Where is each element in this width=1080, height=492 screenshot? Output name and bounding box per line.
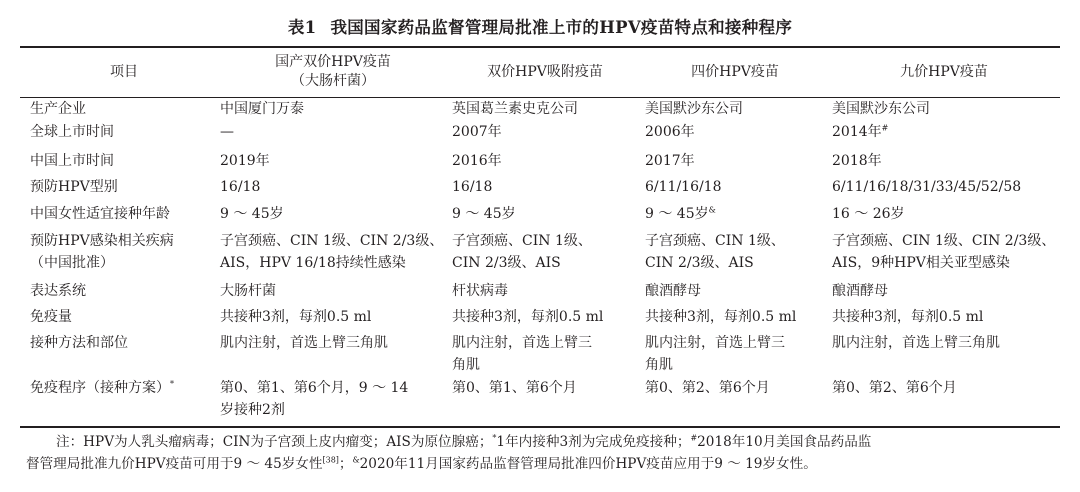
table-cell bbox=[645, 121, 695, 143]
cell-text-continued: 角肌 bbox=[645, 357, 673, 373]
cell-text-continued: CIN 2/3级、AIS bbox=[645, 255, 754, 271]
cell-text bbox=[832, 377, 957, 399]
row-label bbox=[30, 280, 86, 302]
table-title bbox=[0, 14, 1080, 38]
cell-text-main: 肌内注射，首选上臂三角肌 bbox=[220, 335, 388, 351]
row-label bbox=[30, 230, 174, 274]
cell-text-main: 肌内注射，首选上臂三 bbox=[645, 335, 785, 351]
row-label bbox=[30, 150, 114, 172]
cell-text bbox=[30, 203, 170, 225]
table-cell bbox=[452, 306, 603, 328]
footnote-marker: # bbox=[881, 123, 889, 133]
header-nonavalent: 九价HPV疫苗 bbox=[900, 63, 988, 80]
cell-text bbox=[452, 203, 516, 225]
cell-text-main: 子宫颈癌、CIN 1级、 bbox=[452, 233, 592, 249]
cell-text-main: 酿酒酵母 bbox=[832, 283, 888, 299]
cell-text-main: 9 ～ 45岁 bbox=[220, 206, 284, 222]
table-cell bbox=[220, 280, 276, 302]
cell-text bbox=[645, 150, 695, 172]
cell-text-main: 16/18 bbox=[220, 179, 261, 195]
cell-text bbox=[220, 306, 371, 328]
cell-text-main: 2007年 bbox=[452, 124, 502, 140]
cell-text bbox=[30, 280, 86, 302]
cell-text-continued: AIS，HPV 16/18持续性感染 bbox=[220, 255, 406, 271]
cell-text bbox=[645, 230, 785, 252]
table-cell bbox=[452, 280, 508, 302]
cell-text bbox=[645, 280, 701, 302]
table-cell bbox=[832, 280, 888, 302]
cell-text-main: 共接种3剂，每剂0.5 ml bbox=[452, 309, 604, 325]
table-cell bbox=[452, 230, 592, 274]
table-title-text: 我国国家药品监督管理局批准上市的HPV疫苗特点和接种程序 bbox=[330, 18, 793, 37]
cell-text-continued: 岁接种2剂 bbox=[220, 402, 285, 418]
cell-text-main: 美国默沙东公司 bbox=[645, 101, 743, 117]
cell-text bbox=[832, 176, 1021, 198]
cell-text bbox=[832, 280, 888, 302]
cell-text bbox=[30, 306, 72, 328]
cell-text-main: 第0、第2、第6个月 bbox=[645, 380, 770, 396]
citation-marker: [38] bbox=[322, 455, 339, 465]
cell-text bbox=[220, 332, 388, 354]
cell-text bbox=[220, 176, 260, 198]
cell-text-main: 中国女性适宜接种年龄 bbox=[30, 206, 170, 222]
cell-text-main: 共接种3剂，每剂0.5 ml bbox=[220, 309, 372, 325]
cell-text-main: — bbox=[220, 124, 234, 140]
note-marker: # bbox=[690, 433, 698, 443]
row-label bbox=[30, 377, 174, 399]
cell-text bbox=[30, 98, 86, 120]
cell-text bbox=[452, 377, 577, 399]
cell-text-continued: （中国批准） bbox=[30, 255, 114, 271]
cell-text bbox=[452, 332, 592, 354]
cell-text bbox=[30, 377, 174, 399]
cell-text-main: 预防HPV型别 bbox=[30, 179, 118, 195]
cell-text-main: 16/18 bbox=[452, 179, 493, 195]
table-cell bbox=[220, 98, 304, 120]
table-cell bbox=[220, 203, 284, 225]
table-note-line-2 bbox=[26, 453, 1060, 475]
cell-text-main: 2014年 bbox=[832, 124, 882, 140]
header-bivalent-adsorbed: 双价HPV吸附疫苗 bbox=[487, 63, 603, 80]
cell-text bbox=[220, 230, 443, 252]
cell-text-main: 16 ～ 26岁 bbox=[832, 206, 905, 222]
cell-text-main: 2017年 bbox=[645, 153, 695, 169]
cell-text bbox=[832, 150, 882, 172]
cell-text bbox=[220, 203, 284, 225]
table-top-rule bbox=[20, 46, 1060, 48]
table-number: 表1 bbox=[287, 18, 317, 37]
table-cell bbox=[832, 377, 957, 399]
cell-text bbox=[220, 98, 304, 120]
table-cell bbox=[220, 332, 388, 354]
cell-text-main: 9 ～ 45岁 bbox=[645, 206, 709, 222]
table-cell bbox=[832, 203, 905, 225]
table-cell bbox=[452, 377, 577, 399]
cell-text bbox=[832, 332, 1000, 354]
cell-text-main: 全球上市时间 bbox=[30, 124, 114, 140]
cell-text bbox=[220, 150, 270, 172]
cell-text-main: 接种方法和部位 bbox=[30, 335, 128, 351]
table-cell bbox=[645, 306, 796, 328]
cell-text-main: 中国上市时间 bbox=[30, 153, 114, 169]
note-text: 1年内接种3剂为完成免疫接种； bbox=[496, 434, 691, 450]
footnote-marker: & bbox=[708, 205, 716, 215]
cell-text-main: 9 ～ 45岁 bbox=[452, 206, 516, 222]
cell-text-continued: AIS，9种HPV相关亚型感染 bbox=[832, 255, 1010, 271]
cell-text-main: 2006年 bbox=[645, 124, 695, 140]
cell-text bbox=[832, 121, 888, 143]
table-cell bbox=[220, 306, 371, 328]
table-cell bbox=[832, 306, 983, 328]
cell-text bbox=[832, 306, 983, 328]
cell-text bbox=[30, 121, 114, 143]
note-text: 注：HPV为人乳头瘤病毒；CIN为子宫颈上皮内瘤变；AIS为原位腺癌； bbox=[56, 434, 493, 450]
cell-text bbox=[645, 377, 770, 399]
cell-text-main: 子宫颈癌、CIN 1级、CIN 2/3级、 bbox=[832, 233, 1056, 249]
cell-text-main: 6/11/16/18/31/33/45/52/58 bbox=[832, 179, 1022, 195]
cell-text bbox=[220, 121, 234, 143]
cell-text-main: 杆状病毒 bbox=[452, 283, 508, 299]
table-cell bbox=[645, 176, 722, 198]
table-cell bbox=[452, 176, 492, 198]
cell-text-main: 第0、第1、第6个月，9 ～ 14 bbox=[220, 380, 409, 396]
cell-text-main: 英国葛兰素史克公司 bbox=[452, 101, 578, 117]
cell-text bbox=[452, 280, 508, 302]
row-label bbox=[30, 306, 72, 328]
cell-text-main: 共接种3剂，每剂0.5 ml bbox=[645, 309, 797, 325]
table-cell bbox=[645, 150, 695, 172]
cell-text-main: 美国默沙东公司 bbox=[832, 101, 930, 117]
cell-text bbox=[832, 203, 905, 225]
table-cell bbox=[832, 121, 888, 143]
cell-text bbox=[645, 176, 722, 198]
cell-text bbox=[30, 332, 128, 354]
cell-text bbox=[645, 306, 796, 328]
cell-text bbox=[30, 150, 114, 172]
table-cell bbox=[452, 98, 578, 120]
cell-text-continued: CIN 2/3级、AIS bbox=[452, 255, 561, 271]
table-cell bbox=[832, 98, 930, 120]
row-label bbox=[30, 203, 170, 225]
table-cell bbox=[645, 203, 716, 225]
table-cell bbox=[452, 121, 502, 143]
cell-text-main: 2016年 bbox=[452, 153, 502, 169]
cell-text bbox=[220, 377, 408, 399]
footnote-marker: * bbox=[170, 379, 174, 389]
note-text: 督管理局批准九价HPV疫苗可用于9 ～ 45岁女性 bbox=[26, 456, 323, 472]
table-cell bbox=[645, 98, 743, 120]
cell-text-main: 2018年 bbox=[832, 153, 882, 169]
table-cell bbox=[452, 150, 502, 172]
table-cell bbox=[220, 377, 408, 421]
row-label bbox=[30, 121, 114, 143]
table-cell bbox=[645, 280, 701, 302]
note-text: 2020年11月国家药品监督管理局批准四价HPV疫苗应用于9 ～ 19岁女性。 bbox=[359, 456, 817, 472]
cell-text-main: 免疫程序（接种方案） bbox=[30, 380, 170, 396]
cell-text bbox=[452, 230, 592, 252]
note-text: 2018年10月美国食品药品监 bbox=[697, 434, 872, 450]
cell-text-main: 6/11/16/18 bbox=[645, 179, 722, 195]
cell-text-main: 共接种3剂，每剂0.5 ml bbox=[832, 309, 984, 325]
cell-text-main: 子宫颈癌、CIN 1级、 bbox=[645, 233, 785, 249]
cell-text bbox=[220, 280, 276, 302]
row-label bbox=[30, 176, 118, 198]
table-cell bbox=[452, 332, 592, 376]
table-cell bbox=[645, 377, 770, 399]
header-quadrivalent: 四价HPV疫苗 bbox=[691, 63, 779, 80]
cell-text-main: 预防HPV感染相关疾病 bbox=[30, 233, 174, 249]
table-cell bbox=[220, 176, 260, 198]
cell-text bbox=[832, 98, 930, 120]
cell-text bbox=[832, 230, 1055, 252]
table-cell bbox=[645, 332, 785, 376]
cell-text-main: 免疫量 bbox=[30, 309, 72, 325]
cell-text-main: 中国厦门万泰 bbox=[220, 101, 304, 117]
cell-text bbox=[645, 203, 716, 225]
table-cell bbox=[452, 203, 516, 225]
table-cell bbox=[220, 121, 234, 143]
cell-text-main: 表达系统 bbox=[30, 283, 86, 299]
table-note-line-1 bbox=[56, 431, 1080, 453]
table-cell bbox=[220, 150, 270, 172]
cell-text bbox=[30, 176, 118, 198]
cell-text bbox=[452, 121, 502, 143]
table-cell bbox=[832, 332, 1000, 354]
note-marker: * bbox=[492, 433, 497, 443]
table-cell bbox=[832, 176, 1021, 198]
cell-text bbox=[452, 176, 492, 198]
table-cell bbox=[832, 230, 1055, 274]
row-label bbox=[30, 332, 128, 354]
cell-text-main: 肌内注射，首选上臂三 bbox=[452, 335, 592, 351]
cell-text bbox=[645, 121, 695, 143]
cell-text-main: 酿酒酵母 bbox=[645, 283, 701, 299]
table-cell bbox=[220, 230, 443, 274]
cell-text bbox=[452, 306, 603, 328]
table-bottom-rule bbox=[20, 426, 1060, 428]
table-cell bbox=[645, 230, 785, 274]
cell-text bbox=[30, 230, 174, 252]
cell-text-main: 大肠杆菌 bbox=[220, 283, 276, 299]
header-domestic-bivalent: 国产双价HPV疫苗 （大肠杆菌） bbox=[275, 54, 391, 89]
cell-text-main: 子宫颈癌、CIN 1级、CIN 2/3级、 bbox=[220, 233, 444, 249]
cell-text-main: 肌内注射，首选上臂三角肌 bbox=[832, 335, 1000, 351]
table-cell bbox=[832, 150, 882, 172]
cell-text bbox=[452, 98, 578, 120]
cell-text bbox=[645, 332, 785, 354]
cell-text-main: 生产企业 bbox=[30, 101, 86, 117]
cell-text-main: 第0、第1、第6个月 bbox=[452, 380, 577, 396]
note-marker: & bbox=[352, 455, 360, 465]
cell-text bbox=[452, 150, 502, 172]
cell-text-continued: 角肌 bbox=[452, 357, 480, 373]
cell-text-main: 2019年 bbox=[220, 153, 270, 169]
cell-text-main: 第0、第2、第6个月 bbox=[832, 380, 957, 396]
cell-text bbox=[645, 98, 743, 120]
row-label bbox=[30, 98, 86, 120]
header-item: 项目 bbox=[110, 63, 138, 80]
note-text: ； bbox=[338, 456, 353, 472]
